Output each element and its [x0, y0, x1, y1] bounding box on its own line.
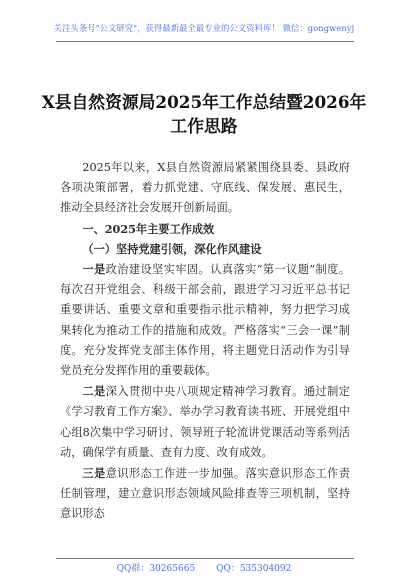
intro-paragraph: 2025年以来，X县自然资源局紧紧围绕县委、县政府各项决策部署，着力抓党建、守底线、保发展、惠民生，推动全县经济社会发展开创新局面。 — [60, 161, 350, 215]
section-heading: 一、2025年主要工作成效 — [82, 221, 215, 236]
footer-divider — [56, 558, 354, 559]
body-paragraph — [60, 381, 350, 463]
paragraph-lead: 二是 — [82, 384, 106, 399]
qq-contact: QQ：535304092 — [216, 564, 292, 574]
qq-group-contact: QQ群：30265665 — [116, 564, 196, 574]
page-footer — [0, 561, 408, 574]
header-divider — [56, 41, 354, 42]
document-body — [60, 158, 350, 525]
paragraph-text: 深入贯彻中央八项规定精神学习教育。通过制定《学习教育工作方案》、举办学习教育读书班、开展党组中心组8次集中学习研讨、领导班子轮流讲党课活动等系列活动，确保学有质量、查有力度、改有成效。 — [60, 385, 350, 459]
document-title: X县自然资源局2025年工作总结暨2026年工作思路 — [41, 92, 367, 136]
body-paragraph — [60, 463, 350, 525]
subsection-heading: （一）坚持党建引领，深化作风建设 — [82, 241, 262, 256]
paragraph-lead: 三是 — [82, 466, 106, 481]
paragraph-text: 政治建设坚实牢固。认真落实“第一议题”制度。每次召开党组会、科级干部会前，跟进学习习近平总书记重要讲话、重要文章和重要指示批示精神，努力把学习成果转化为推动工作的措施和成效。严格落实“三会一课”制度。充分发挥党支部主体作用，将主题党日活动作为引导党员充分发挥作用的重要载体。 — [60, 263, 350, 378]
paragraph-lead: 一是 — [82, 262, 106, 277]
body-paragraph — [60, 259, 350, 381]
page-header: 关注头条号"公文研究"，获得最新最全最专业的公文资料库！ 微信：gongwenyj — [53, 23, 355, 33]
paragraph-text: 意识形态工作进一步加强。落实意识形态工作责任制管理，建立意识形态领域风险排查等三项机制，坚持意识形态 — [60, 467, 350, 521]
